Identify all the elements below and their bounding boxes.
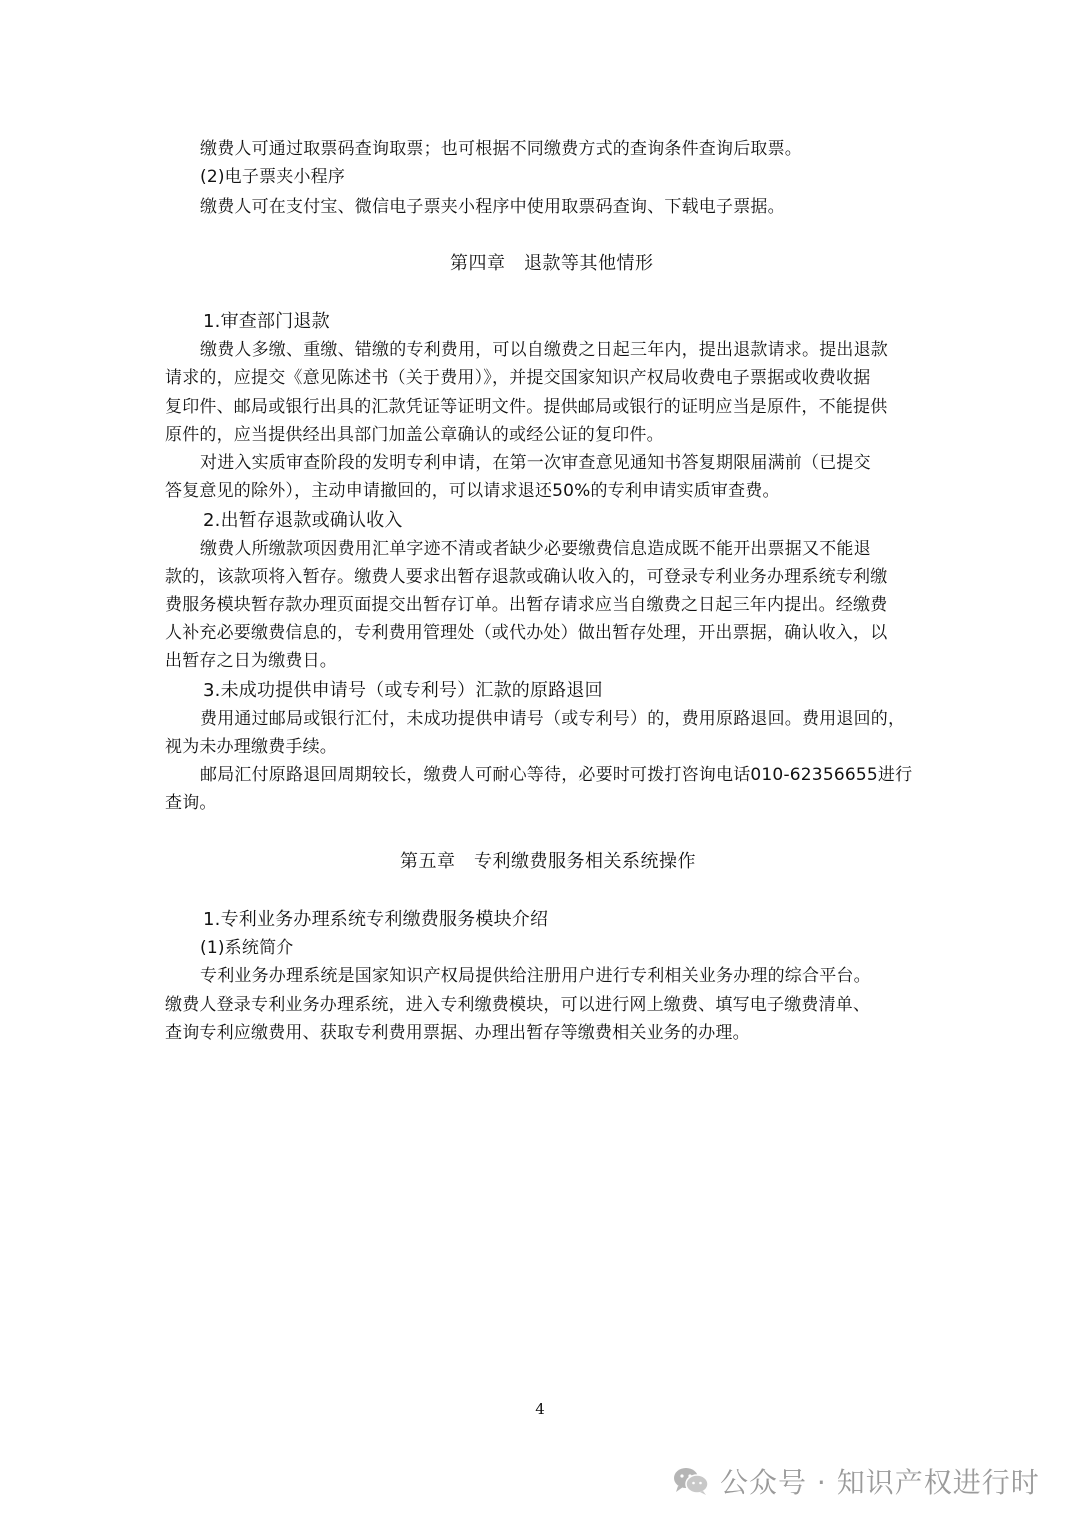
paragraph-line: 查询专利应缴费用、获取专利费用票据、办理出暂存等缴费相关业务的办理。: [165, 1023, 750, 1043]
section-heading: 2.出暂存退款或确认收入: [203, 510, 403, 531]
paragraph-line: 缴费人所缴款项因费用汇单字迹不清或者缺少必要缴费信息造成既不能开出票据又不能退: [200, 539, 871, 559]
paragraph-line: 缴费人可在支付宝、微信电子票夹小程序中使用取票码查询、下载电子票据。: [200, 197, 785, 217]
paragraph-line: 出暂存之日为缴费日。: [165, 651, 337, 671]
paragraph-line: 费用通过邮局或银行汇付，未成功提供申请号（或专利号）的，费用原路退回。费用退回的，: [200, 709, 906, 729]
watermark: [672, 1461, 1040, 1501]
paragraph-line: 答复意见的除外），主动申请撤回的，可以请求退还50%的专利申请实质审查费。: [165, 481, 780, 501]
chapter-title: 第四章 退款等其他情形: [450, 253, 654, 274]
paragraph-line: 专利业务办理系统是国家知识产权局提供给注册用户进行专利相关业务办理的综合平台。: [200, 966, 871, 986]
paragraph-line: 邮局汇付原路退回周期较长，缴费人可耐心等待，必要时可拨打咨询电话010-62356655进行: [200, 765, 913, 785]
chapter-title: 第五章 专利缴费服务相关系统操作: [400, 851, 696, 872]
section-heading: 3.未成功提供申请号（或专利号）汇款的原路退回: [203, 680, 603, 701]
paragraph-line: 查询。: [165, 793, 217, 813]
paragraph-line: 对进入实质审查阶段的发明专利申请，在第一次审查意见通知书答复期限届满前（已提交: [200, 453, 871, 473]
watermark-text: 公众号 · 知识产权进行时: [720, 1466, 1040, 1499]
paragraph-line: 复印件、邮局或银行出具的汇款凭证等证明文件。提供邮局或银行的证明应当是原件，不能提供: [165, 397, 888, 417]
paragraph-line: 请求的，应提交《意见陈述书（关于费用）》，并提交国家知识产权局收费电子票据或收费收据: [165, 368, 871, 388]
wechat-icon: [672, 1466, 710, 1496]
paragraph-line: 款的，该款项将入暂存。缴费人要求出暂存退款或确认收入的，可登录专利业务办理系统专利缴: [165, 567, 888, 587]
paragraph-line: 缴费人登录专利业务办理系统，进入专利缴费模块，可以进行网上缴费、填写电子缴费清单、: [165, 995, 871, 1015]
page-number: 4: [535, 1400, 545, 1418]
paragraph-line: 缴费人可通过取票码查询取票；也可根据不同缴费方式的查询条件查询后取票。: [200, 139, 802, 159]
subsection-heading: (2)电子票夹小程序: [200, 167, 346, 187]
paragraph-line: 原件的，应当提供经出具部门加盖公章确认的或经公证的复印件。: [165, 425, 664, 445]
paragraph-line: 费服务模块暂存款办理页面提交出暂存订单。出暂存请求应当自缴费之日起三年内提出。经缴费: [165, 595, 888, 615]
section-heading: 1.专利业务办理系统专利缴费服务模块介绍: [203, 909, 549, 930]
section-heading: 1.审查部门退款: [203, 311, 330, 332]
paragraph-line: 人补充必要缴费信息的，专利费用管理处（或代办处）做出暂存处理，开出票据，确认收入，以: [165, 623, 888, 643]
paragraph-line: 缴费人多缴、重缴、错缴的专利费用，可以自缴费之日起三年内，提出退款请求。提出退款: [200, 340, 888, 360]
paragraph-line: 视为未办理缴费手续。: [165, 737, 337, 757]
subsection-heading: (1)系统简介: [200, 938, 294, 958]
